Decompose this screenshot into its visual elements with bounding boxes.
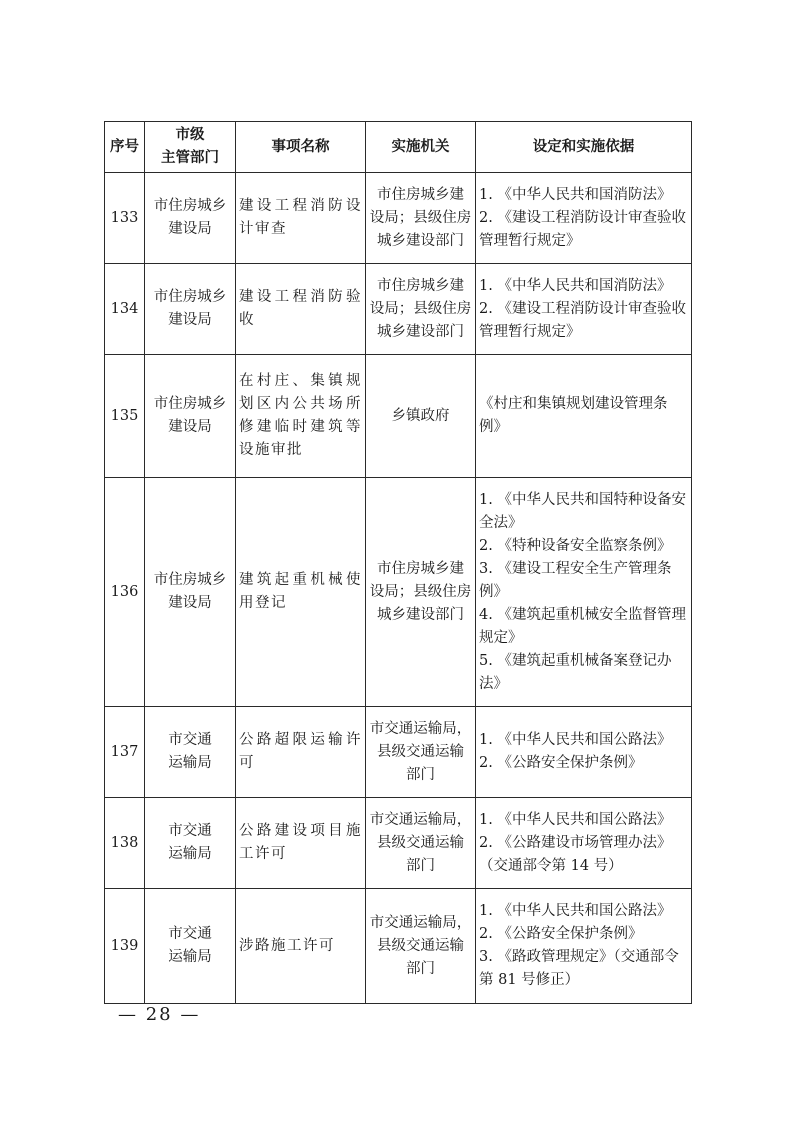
row-item-name: 公路超限运输许可 [236, 707, 366, 798]
row-org-line: 市住房城乡建 [377, 277, 464, 294]
row-dept [145, 264, 236, 355]
row-basis [476, 173, 692, 264]
row-item-name: 建设工程消防验收 [236, 264, 366, 355]
row-basis [476, 478, 692, 707]
row-basis [476, 707, 692, 798]
row-item-name: 在村庄、集镇规划区内公共场所修建临时建筑等设施审批 [236, 355, 366, 478]
table-row [105, 173, 692, 264]
table-body [105, 173, 692, 1004]
row-basis-item: 《村庄和集镇规划建设管理条例》 [479, 396, 668, 435]
header-dept [145, 122, 236, 173]
row-dept [145, 478, 236, 707]
row-seq: 136 [105, 478, 145, 707]
row-basis [476, 798, 692, 889]
row-dept [145, 707, 236, 798]
row-dept-line: 市交通 [168, 926, 212, 942]
row-dept-line: 建设局 [168, 419, 212, 435]
header-dept-line-1: 市级 [175, 127, 205, 143]
row-basis [476, 355, 692, 478]
row-org-line: 部门 [406, 857, 435, 874]
row-org [366, 173, 476, 264]
row-org [366, 889, 476, 1004]
row-basis-item: 1. 《中华人民共和国特种设备安全法》 [479, 491, 686, 531]
row-org-line: 城乡建设部门 [377, 323, 464, 340]
row-org [366, 798, 476, 889]
row-dept-line: 市交通 [168, 732, 212, 748]
row-org [366, 264, 476, 355]
row-org-line: 县级交通运输 [377, 937, 464, 954]
row-basis-item: 4. 《建筑起重机械安全监督管理规定》 [479, 606, 686, 646]
row-dept-line: 建设局 [168, 595, 212, 611]
row-org-line: 县级交通运输 [377, 834, 464, 851]
row-dept-line: 运输局 [168, 846, 212, 862]
row-org-line: 市交通运输局， [369, 811, 472, 828]
row-dept-line: 建设局 [168, 221, 212, 237]
row-dept-line: 市交通 [168, 823, 212, 839]
row-dept [145, 889, 236, 1004]
row-org-line: 部门 [406, 960, 435, 977]
row-basis [476, 889, 692, 1004]
table-row [105, 264, 692, 355]
permit-table [104, 121, 692, 1004]
row-dept-line: 运输局 [168, 949, 212, 965]
row-item-name: 建筑起重机械使用登记 [236, 478, 366, 707]
row-dept-line: 运输局 [168, 755, 212, 771]
row-org-line: 市交通运输局， [369, 914, 472, 931]
row-org-line: 部门 [406, 766, 435, 783]
row-dept-line: 市住房城乡 [153, 572, 227, 588]
header-seq: 序号 [105, 122, 145, 173]
row-basis-item: 2. 《建设工程消防设计审查验收管理暂行规定》 [479, 300, 686, 340]
row-dept [145, 798, 236, 889]
row-org [366, 355, 476, 478]
row-org-line: 城乡建设部门 [377, 606, 464, 623]
row-basis-item: 5. 《建筑起重机械备案登记办法》 [479, 652, 672, 692]
row-basis-item: 2. 《公路安全保护条例》 [479, 755, 643, 771]
row-org-line: 设局；县级住房 [369, 209, 472, 226]
table-header-row [105, 122, 692, 173]
row-basis-item: 1. 《中华人民共和国公路法》 [479, 811, 672, 828]
row-org-line: 乡镇政府 [391, 407, 450, 424]
row-basis-item: 1. 《中华人民共和国消防法》 [479, 277, 672, 294]
row-item-name: 建设工程消防设计审查 [236, 173, 366, 264]
header-dept-line-2: 主管部门 [161, 150, 219, 166]
row-org-line: 市交通运输局， [369, 720, 472, 737]
page-number: — 28 — [118, 1004, 201, 1025]
row-seq: 135 [105, 355, 145, 478]
row-dept-line: 市住房城乡 [153, 289, 227, 305]
row-seq: 134 [105, 264, 145, 355]
row-basis [476, 264, 692, 355]
row-org-line: 市住房城乡建 [377, 186, 464, 203]
row-dept-line: 市住房城乡 [153, 198, 227, 214]
row-basis-item: 3. 《建设工程安全生产管理条例》 [479, 560, 672, 600]
row-dept [145, 173, 236, 264]
row-org [366, 707, 476, 798]
table-row [105, 798, 692, 889]
row-dept-line: 建设局 [168, 312, 212, 328]
row-item-name: 涉路施工许可 [236, 889, 366, 1004]
row-org-line: 城乡建设部门 [377, 232, 464, 249]
row-basis-item: 2. 《特种设备安全监察条例》 [479, 537, 672, 554]
row-basis-item: 1. 《中华人民共和国公路法》 [479, 903, 672, 919]
table-row [105, 355, 692, 478]
row-seq: 137 [105, 707, 145, 798]
row-seq: 139 [105, 889, 145, 1004]
header-basis: 设定和实施依据 [476, 122, 692, 173]
row-item-name: 公路建设项目施工许可 [236, 798, 366, 889]
row-org-line: 设局；县级住房 [369, 583, 472, 600]
row-basis-item: 2. 《公路建设市场管理办法》（交通部令第 14 号） [479, 834, 672, 874]
row-basis-item: 1. 《中华人民共和国公路法》 [479, 732, 672, 748]
row-basis-item: 1. 《中华人民共和国消防法》 [479, 186, 672, 203]
row-seq: 133 [105, 173, 145, 264]
row-basis-item: 3. 《路政管理规定》（交通部令第 81 号修正） [479, 949, 679, 988]
table-row [105, 889, 692, 1004]
row-basis-item: 2. 《建设工程消防设计审查验收管理暂行规定》 [479, 209, 686, 249]
row-org-line: 县级交通运输 [377, 743, 464, 760]
table-row [105, 478, 692, 707]
row-seq: 138 [105, 798, 145, 889]
row-org-line: 设局；县级住房 [369, 300, 472, 317]
table-row [105, 707, 692, 798]
row-org-line: 市住房城乡建 [377, 560, 464, 577]
row-dept-line: 市住房城乡 [153, 396, 227, 412]
row-dept [145, 355, 236, 478]
header-name: 事项名称 [236, 122, 366, 173]
header-org: 实施机关 [366, 122, 476, 173]
row-org [366, 478, 476, 707]
row-basis-item: 2. 《公路安全保护条例》 [479, 926, 643, 942]
